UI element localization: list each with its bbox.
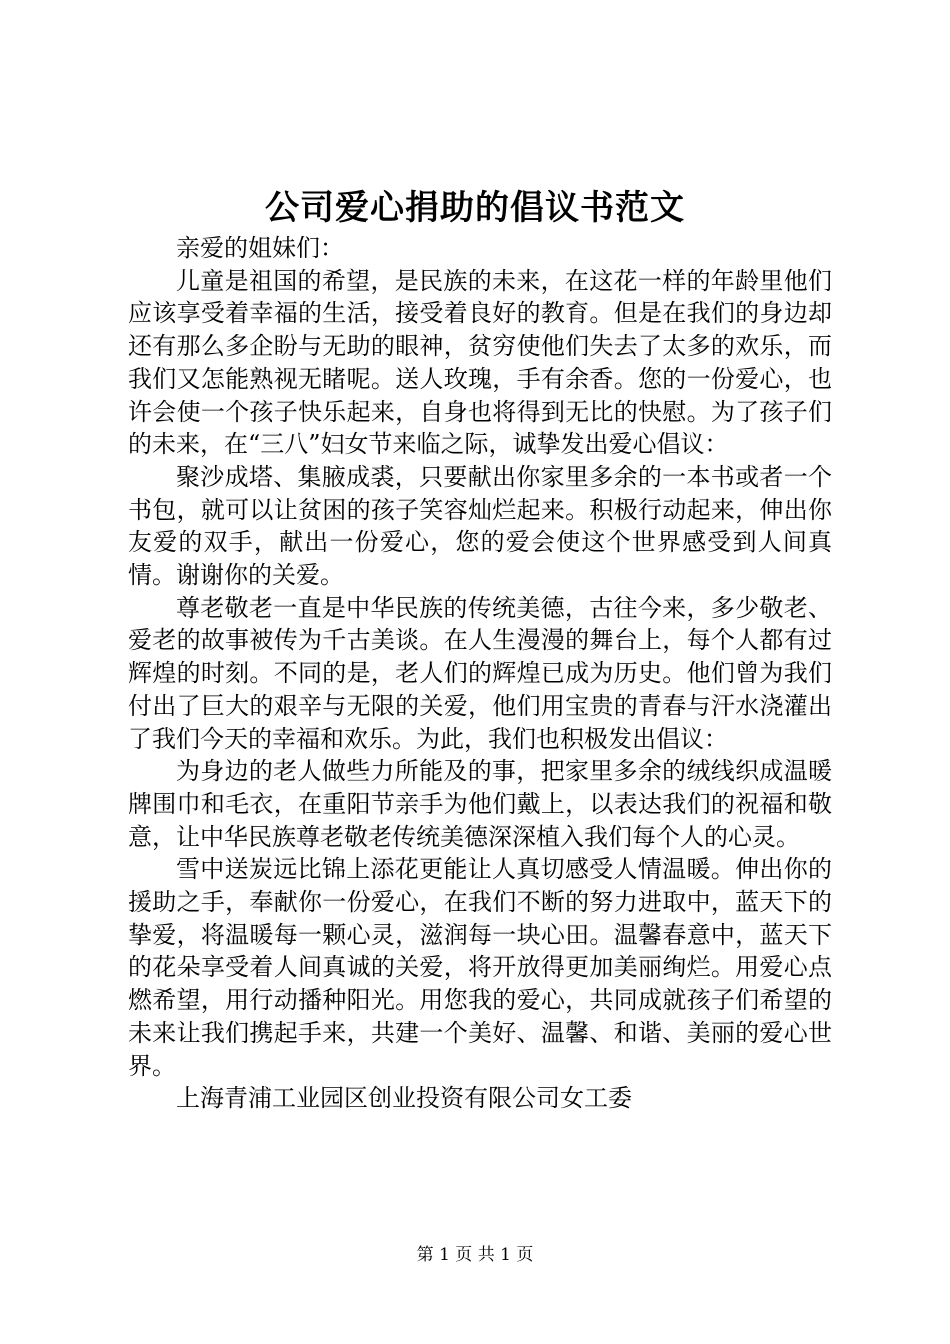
- document-body: [128, 232, 832, 1115]
- paragraph-warmth: 雪中送炭远比锦上添花更能让人真切感受人情温暖。伸出你的援助之手，奉献你一份爱心，在我们不断的努力进取中，蓝天下的挚爱，将温暖每一颗心灵，滋润每一块心田。温馨春意中，蓝天下的花朵享受着人间真诚的关爱，将开放得更加美丽绚烂。用爱心点燃希望，用行动播种阳光。用您我的爱心，共同成就孩子们希望的未来让我们携起手来，共建一个美好、温馨、和谐、美丽的爱心世界。: [128, 855, 832, 1080]
- greeting: 亲爱的姐妹们：: [176, 234, 344, 262]
- paragraph-respect-elders: 尊老敬老一直是中华民族的传统美德，古往今来，多少敬老、爱老的故事被传为千古美谈。在人生漫漫的舞台上，每个人都有过辉煌的时刻。不同的是，老人们的辉煌已成为历史。他们曾为我们付出了巨大的艰辛与无限的关爱，他们用宝贵的青春与汗水浇灌出了我们今天的幸福和欢乐。为此，我们也积极发出倡议：: [128, 593, 832, 753]
- paragraph-help-elders: 为身边的老人做些力所能及的事，把家里多余的绒线织成温暖牌围巾和毛衣，在重阳节亲手为他们戴上，以表达我们的祝福和敬意，让中华民族尊老敬老传统美德深深植入我们每个人的心灵。: [128, 757, 832, 851]
- page-footer: 第 1 页 共 1 页: [416, 1245, 534, 1265]
- paragraph-donate-books: 聚沙成塔、集腋成裘，只要献出你家里多余的一本书或者一个书包，就可以让贫困的孩子笑容灿烂起来。积极行动起来，伸出你友爱的双手，献出一份爱心，您的爱会使这个世界感受到人间真情。谢谢你的关爱。: [128, 462, 832, 590]
- signature: 上海青浦工业园区创业投资有限公司女工委: [176, 1084, 632, 1113]
- page-title: 公司爱心捐助的倡议书范文: [265, 188, 685, 228]
- paragraph-children: 儿童是祖国的希望，是民族的未来，在这花一样的年龄里他们应该享受着幸福的生活，接受着良好的教育。但是在我们的身边却还有那么多企盼与无助的眼神，贫穷使他们失去了太多的欢乐，而我们又怎能熟视无睹呢。送人玫瑰，手有余香。您的一份爱心，也许会使一个孩子快乐起来，自身也将得到无比的快慰。为了孩子们的未来，在“三八”妇女节来临之际，诚挚发出爱心倡议：: [128, 266, 832, 459]
